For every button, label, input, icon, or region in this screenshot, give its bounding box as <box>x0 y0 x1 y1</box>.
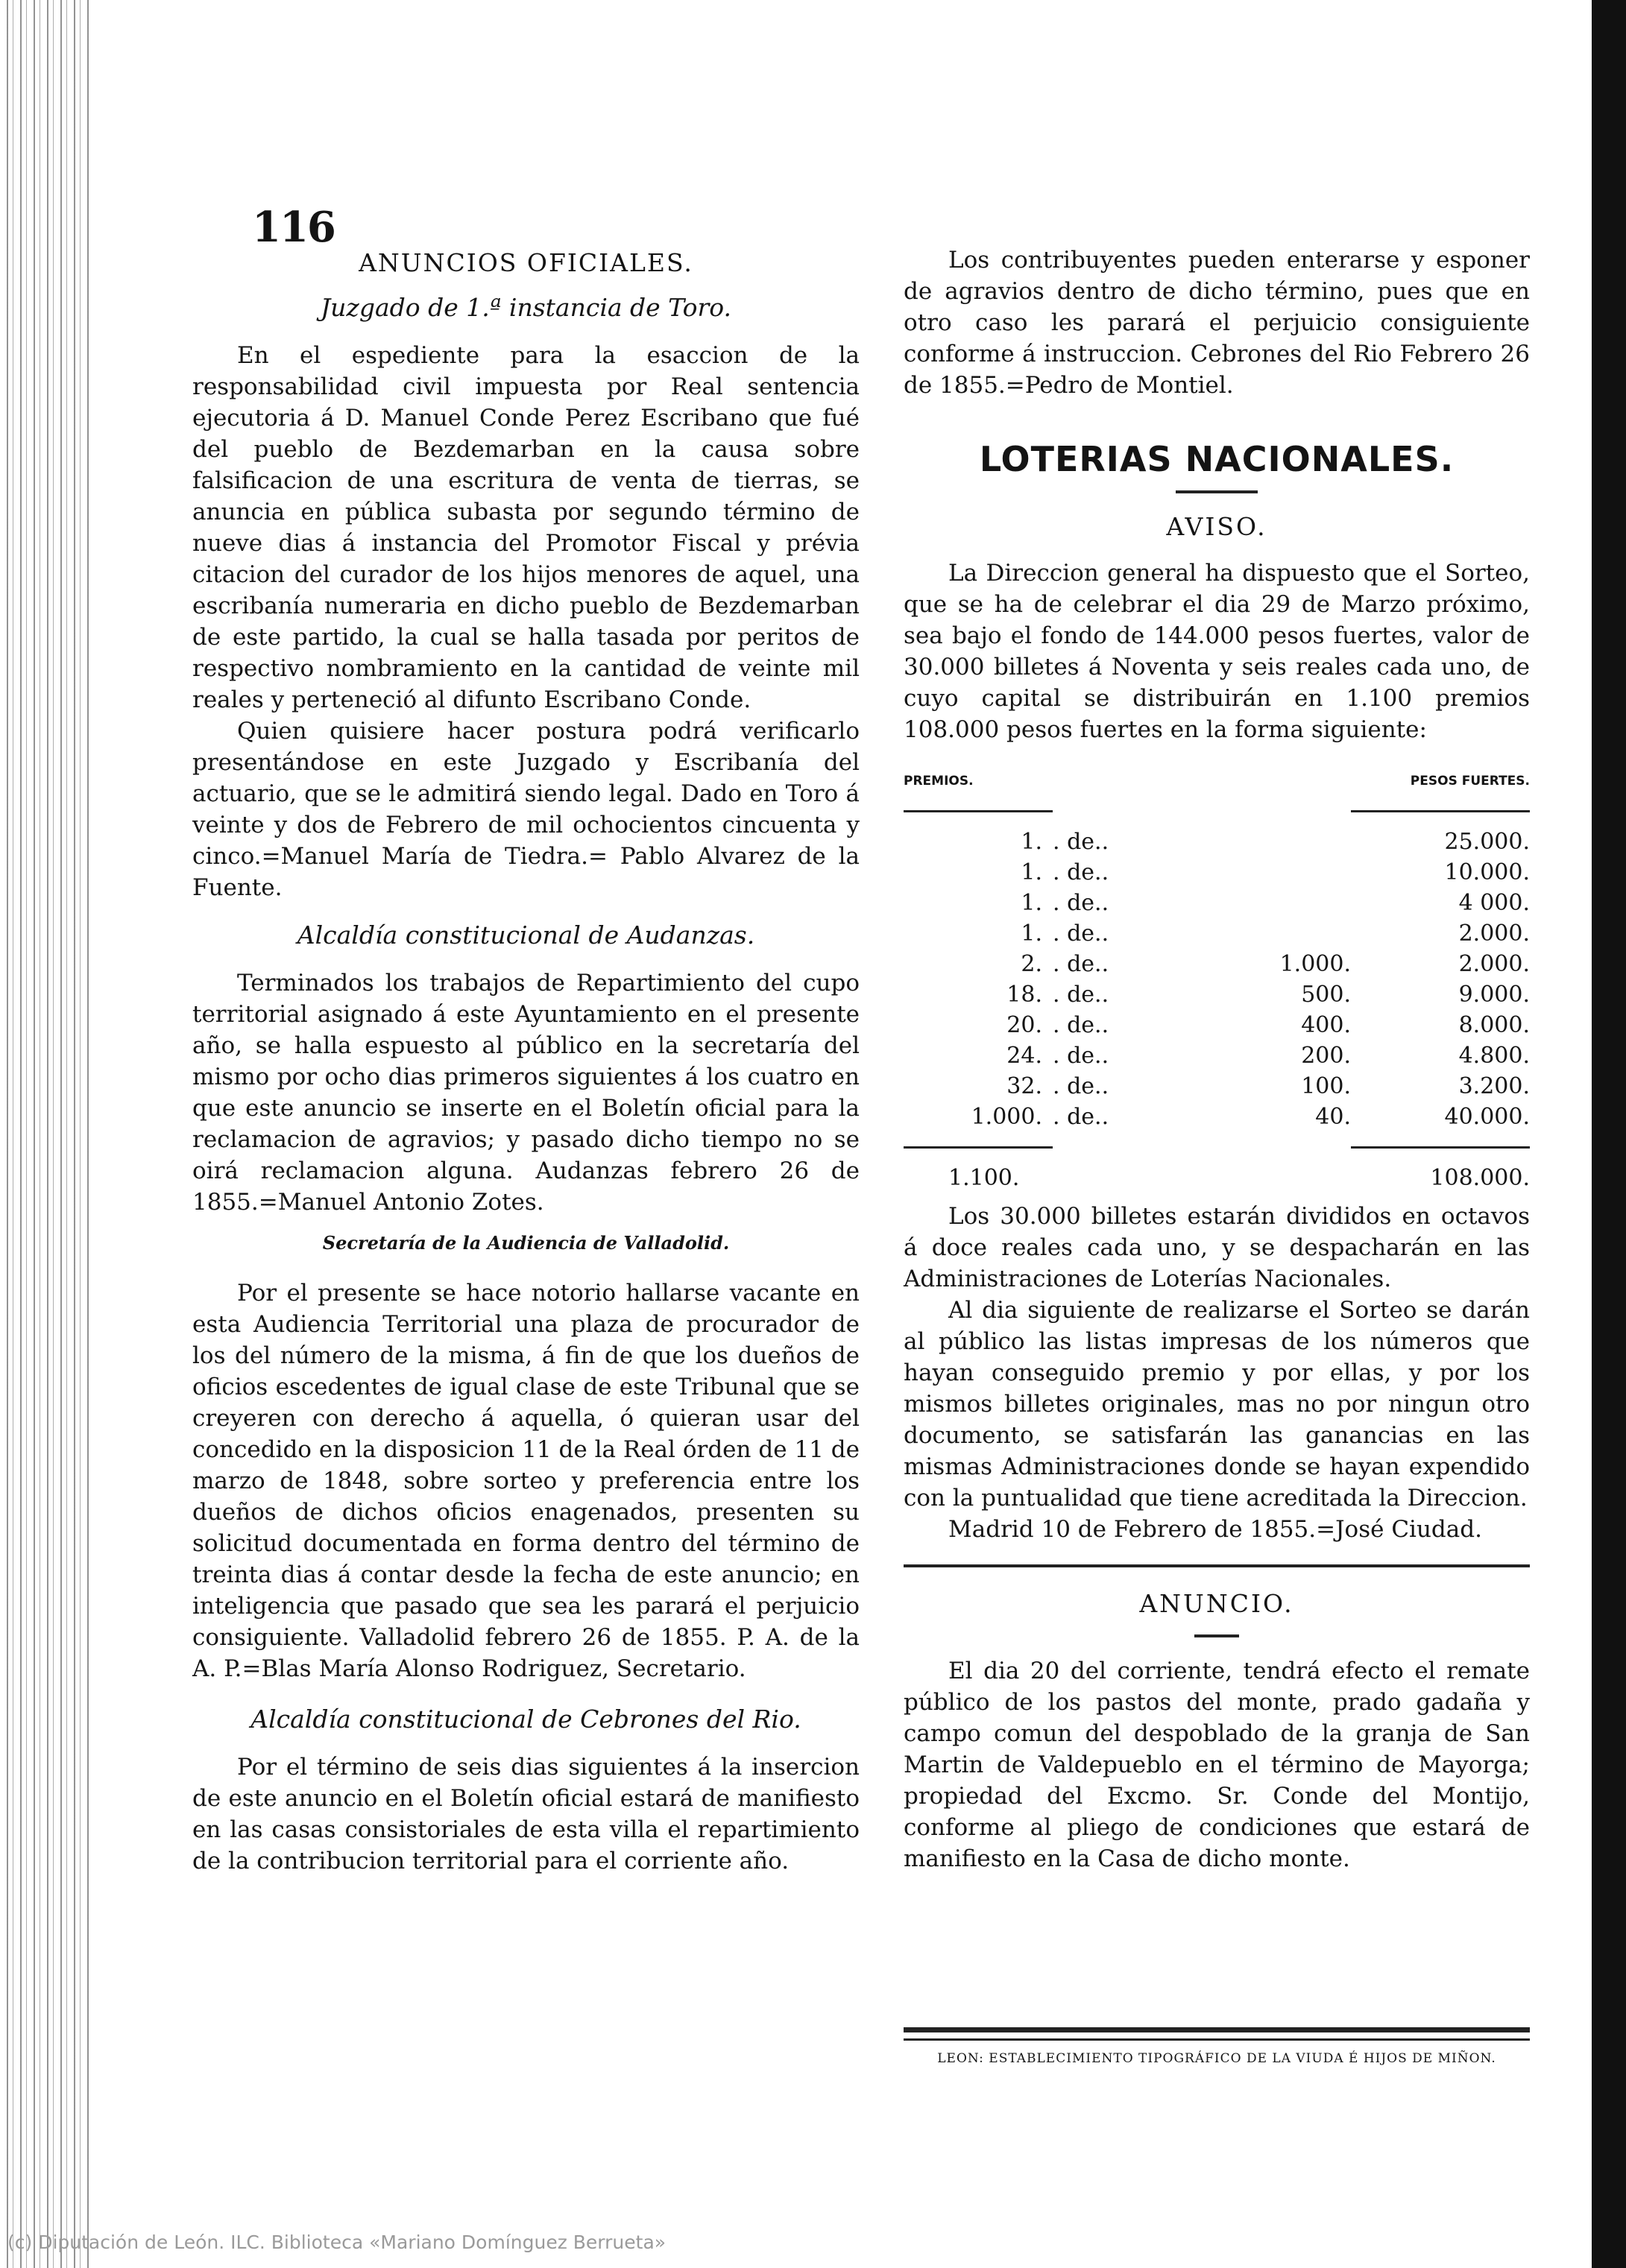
prize-count: 32. <box>1006 1073 1042 1099</box>
anuncio-paragraph: El dia 20 del corriente, tendrá efecto el remate público de los pastos del monte, prado gadaña y campo comun del despoblado de la granja de San Martin de Valdepueblo en el término de Mayorga; propiedad del Excmo. Sr. Conde del Montijo, conforme al pliego de condiciones que estará de manifiesto en la Casa de dicho monte. <box>904 1658 1530 1872</box>
prize-de: . de.. <box>1053 859 1109 885</box>
aviso-heading: AVISO. <box>1166 512 1267 541</box>
notice-paragraph: Quien quisiere hacer postura podrá verificarlo presentándose en este Juzgado y Escribanía del actuario, que se le admitirá siendo legal. Dado en Toro á veinte y dos de Febrero de mil ochocientos cincuenta y cinco.=Manuel María de Tiedra.= Pablo Alvarez de la Fuente. <box>192 718 860 901</box>
prize-row <box>904 1010 1530 1040</box>
prize-count: 24. <box>1006 1043 1042 1069</box>
prize-total: 9.000. <box>1458 982 1530 1008</box>
prize-each: 1.000. <box>1279 951 1351 977</box>
prize-count: 1. <box>1021 829 1042 855</box>
prize-row <box>904 827 1530 857</box>
prize-count: 1.000. <box>971 1104 1042 1130</box>
prize-total: 40.000. <box>1444 1104 1530 1130</box>
prize-de: . de.. <box>1053 890 1109 916</box>
prize-row <box>904 979 1530 1010</box>
prize-count: 1. <box>1021 920 1042 947</box>
total-rule <box>904 1146 1053 1149</box>
prize-row <box>904 949 1530 979</box>
col-header-premios: PREMIOS. <box>904 774 974 789</box>
lottery-heading: LOTERIAS NACIONALES. <box>979 439 1455 479</box>
prize-row <box>904 1040 1530 1071</box>
notice-title-cebrones: Alcaldía constitucional de Cebrones del Rio. <box>250 1705 801 1734</box>
section-divider <box>904 1564 1530 1567</box>
prize-each: 40. <box>1315 1104 1351 1130</box>
imprint-rule <box>904 2027 1530 2041</box>
prize-de: . de.. <box>1053 1043 1109 1069</box>
notice-paragraph: Por el término de seis dias siguientes á la insercion de este anuncio en el Boletín oficial estará de manifiesto en las casas consistoriales de esta villa el repartimiento de la contribucion territorial para el corriente año. <box>192 1754 860 1874</box>
prize-count: 1. <box>1021 890 1042 916</box>
prize-total: 2.000. <box>1458 951 1530 977</box>
prize-total-count: 1.100. <box>948 1165 1020 1191</box>
prize-each <box>1202 888 1351 918</box>
aviso-paragraph: Los 30.000 billetes estarán divididos en octavos á doce reales cada uno, y se despacharán en las Administraciones de Loterías Nacionales. <box>904 1203 1530 1292</box>
prize-each <box>1202 918 1351 949</box>
library-credit: (c) Diputación de León. ILC. Biblioteca «Mariano Domínguez Berrueta» <box>7 2231 667 2253</box>
prize-de: . de.. <box>1053 829 1109 855</box>
prize-total: 4 000. <box>1458 890 1530 916</box>
section-heading: ANUNCIOS OFICIALES. <box>359 248 693 277</box>
prize-de: . de.. <box>1053 920 1109 947</box>
prize-each <box>1202 827 1351 857</box>
prize-row <box>904 918 1530 949</box>
notice-title-valladolid: Secretaría de la Audiencia de Valladolid. <box>322 1232 730 1254</box>
prize-total-amount: 108.000. <box>1430 1165 1530 1191</box>
book-binding-edge <box>0 0 89 2268</box>
aviso-signature: Madrid 10 de Febrero de 1855.=José Ciudad. <box>948 1516 1482 1543</box>
aviso-paragraph: La Direccion general ha dispuesto que el Sorteo, que se ha de celebrar el dia 29 de Marzo próximo, sea bajo el fondo de 144.000 pesos fuertes, valor de 30.000 billetes á Noventa y seis reales cada uno, de cuyo capital se distribuirán en 1.100 premios 108.000 pesos fuertes en la forma siguiente: <box>904 560 1530 743</box>
prize-total: 3.200. <box>1458 1073 1530 1099</box>
prize-row <box>904 1071 1530 1102</box>
notice-paragraph: Por el presente se hace notorio hallarse vacante en esta Audiencia Territorial una plaza de procurador de los del número de la misma, á fin de que los dueños de oficios escedentes de igual clase de este Tribunal que se creyeren con derecho á aquella, ó quieran usar del concedido en la disposicion 11 de la Real órden de 11 de marzo de 1848, sobre sorteo y preferencia entre los dueños de dichos oficios enagenados, presenten su solicitud documentada en forma dentro del término de treinta dias á contar desde la fecha de este anuncio; en inteligencia que pasado que sea les parará el perjuicio consiguiente. Valladolid febrero 26 de 1855. P. A. de la A. P.=Blas María Alonso Rodriguez, Secretario. <box>192 1280 860 1682</box>
total-rule <box>1351 1146 1530 1149</box>
notice-continuation: Los contribuyentes pueden enterarse y esponer de agravios dentro de dicho término, pues que en otro caso les parará el perjuicio consiguiente conforme á instruccion. Cebrones del Rio Febrero 26 de 1855.=Pedro de Montiel. <box>904 247 1530 399</box>
imprint-text: LEON: ESTABLECIMIENTO TIPOGRÁFICO DE LA VIUDA É HIJOS DE MIÑON. <box>937 2051 1496 2066</box>
ornament-rule <box>1176 490 1258 493</box>
prize-row <box>904 888 1530 918</box>
right-column <box>904 244 1530 1874</box>
left-column <box>192 244 860 1877</box>
prize-each: 400. <box>1301 1012 1351 1038</box>
prize-total: 10.000. <box>1444 859 1530 885</box>
scan-edge-bar <box>1592 0 1626 2268</box>
prize-de: . de.. <box>1053 1012 1109 1038</box>
prize-each: 500. <box>1301 982 1351 1008</box>
prize-table <box>904 751 1530 1193</box>
col-header-pesos: PESOS FUERTES. <box>1410 774 1530 789</box>
aviso-paragraph: Al dia siguiente de realizarse el Sorteo se darán al público las listas impresas de los números que hayan conseguido premio y por ellas, y por los mismos billetes originales, mas no por ningun otro documento, se satisfarán las ganancias en las mismas Administraciones donde se hayan expendido con la puntualidad que tiene acreditada la Direccion. <box>904 1297 1530 1512</box>
header-underline <box>904 810 1053 812</box>
notice-paragraph: Terminados los trabajos de Repartimiento del cupo territorial asignado á este Ayuntamiento en el presente año, se halla espuesto al público en la secretaría del mismo por ocho dias primeros siguientes á los cuatro en que este anuncio se inserte en el Boletín oficial para la reclamacion de agravios; y pasado dicho tiempo no se oirá reclamacion alguna. Audanzas febrero 26 de 1855.=Manuel Antonio Zotes. <box>192 970 860 1216</box>
prize-de: . de.. <box>1053 1104 1109 1130</box>
prize-row <box>904 857 1530 888</box>
prize-total: 8.000. <box>1458 1012 1530 1038</box>
notice-paragraph: En el espediente para la esaccion de la responsabilidad civil impuesta por Real sentencia ejecutoria á D. Manuel Conde Perez Escribano que fué del pueblo de Bezdemarban en la causa sobre falsificacion de una escritura de venta de tierras, se anuncia en pública subasta por segundo término de nueve dias á instancia del Promotor Fiscal y prévia citacion del curador de los hijos menores de aquel, una escribanía numeraria en dicho pueblo de Bezdemarban de este partido, la cual se halla tasada por peritos de respectivo nombramiento en la cantidad de veinte mil reales y perteneció al difunto Escribano Conde. <box>192 342 860 713</box>
prize-total: 4.800. <box>1458 1043 1530 1069</box>
prize-each <box>1202 857 1351 888</box>
prize-de: . de.. <box>1053 951 1109 977</box>
prize-row <box>904 1102 1530 1132</box>
notice-title-toro: Juzgado de 1.ª instancia de Toro. <box>320 293 732 322</box>
prize-de: . de.. <box>1053 1073 1109 1099</box>
prize-count: 20. <box>1006 1012 1042 1038</box>
prize-total: 2.000. <box>1458 920 1530 947</box>
page-number: 116 <box>252 203 335 252</box>
prize-each: 200. <box>1301 1043 1351 1069</box>
prize-de: . de.. <box>1053 982 1109 1008</box>
prize-each: 100. <box>1301 1073 1351 1099</box>
anuncio-heading: ANUNCIO. <box>1139 1589 1294 1618</box>
prize-count: 2. <box>1021 951 1042 977</box>
printer-imprint <box>904 2027 1530 2066</box>
header-underline <box>1351 810 1530 812</box>
prize-total: 25.000. <box>1444 829 1530 855</box>
prize-count: 18. <box>1006 982 1042 1008</box>
prize-count: 1. <box>1021 859 1042 885</box>
notice-title-audanzas: Alcaldía constitucional de Audanzas. <box>297 920 755 950</box>
ornament-rule <box>1194 1634 1239 1637</box>
